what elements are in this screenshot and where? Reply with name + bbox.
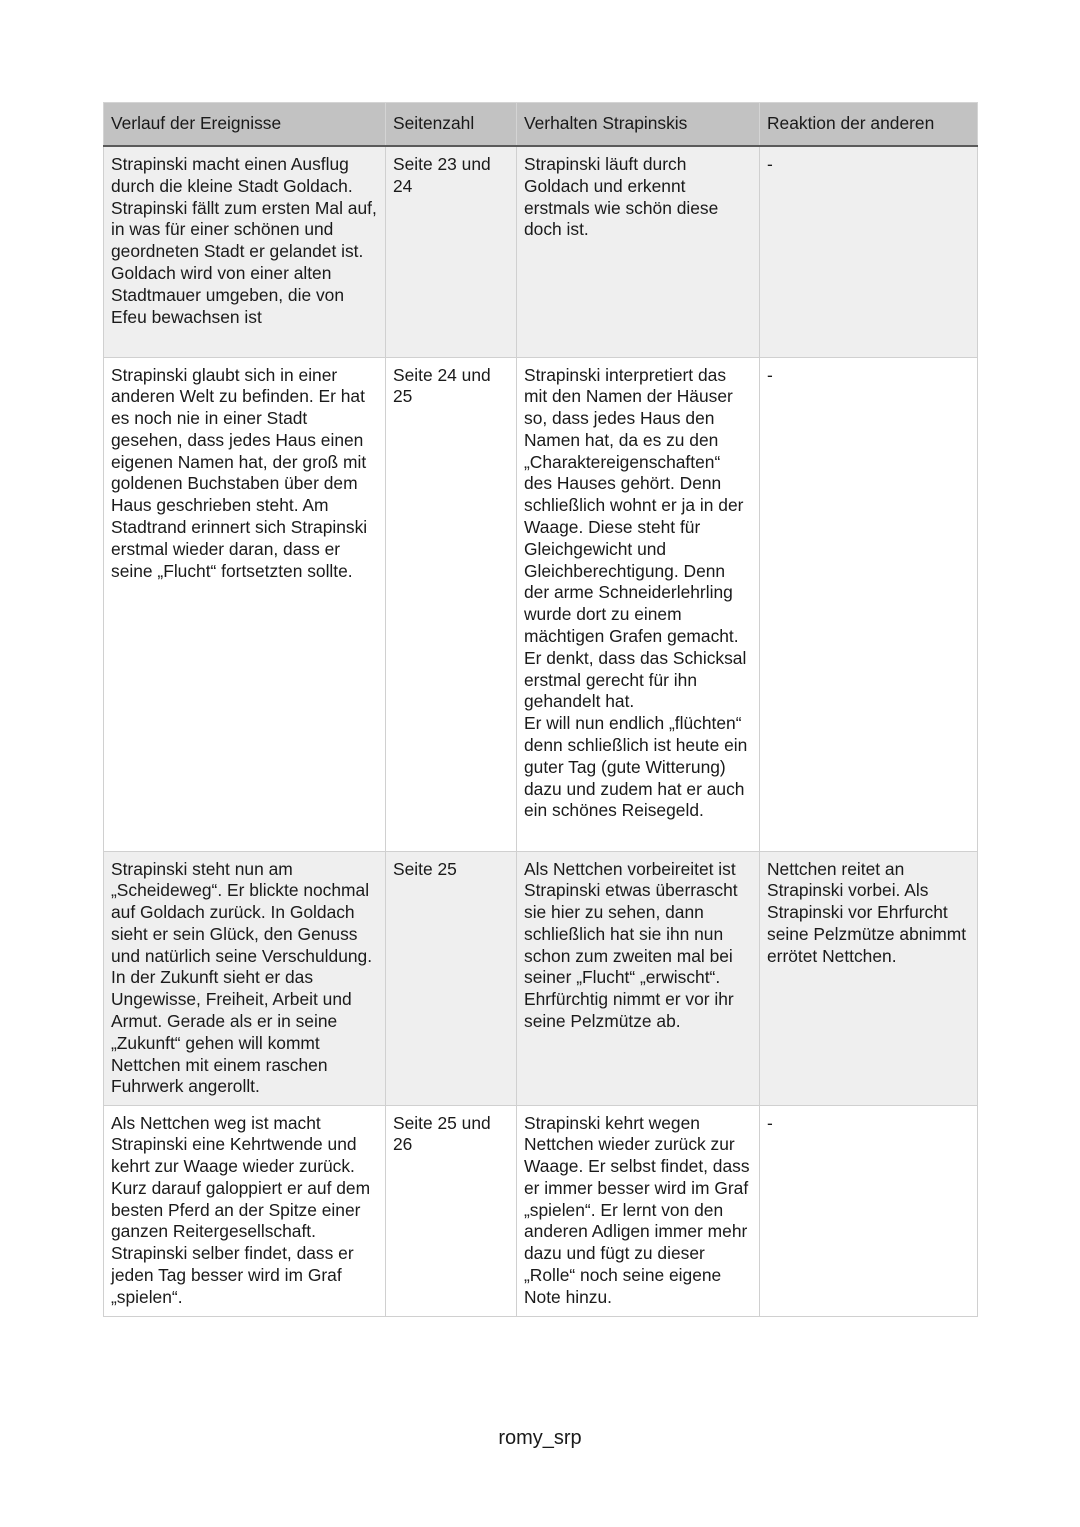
cell-verlauf: Strapinski macht einen Ausflug durch die kleine Stadt Goldach. Strapinski fällt zum ersten Mal auf, in was für einer schönen und geordneten Stadt er gelandet ist. Goldach wird von einer alten Stadtmauer umgeben, die von Efeu bewachsen ist [104, 146, 386, 357]
header-verhalten: Verhalten Strapinskis [517, 103, 760, 147]
table-row [104, 357, 978, 851]
cell-verhalten: Strapinski kehrt wegen Nettchen wieder zurück zur Waage. Er selbst findet, dass er immer besser wird im Graf „spielen“. Er lernt von den anderen Adligen immer mehr dazu und fügt zu dieser „Rolle“ noch seine eigene Note hinzu. [517, 1105, 760, 1316]
cell-verlauf: Als Nettchen weg ist macht Strapinski eine Kehrtwende und kehrt zur Waage wieder zurück. Kurz darauf galoppiert er auf dem besten Pferd an der Spitze einer ganzen Reitergesellschaft. Strapinski selber findet, dass er jeden Tag besser wird im Graf „spielen“. [104, 1105, 386, 1316]
cell-verlauf: Strapinski glaubt sich in einer anderen Welt zu befinden. Er hat es noch nie in einer Stadt gesehen, dass jedes Haus einen eigenen Namen hat, der groß mit goldenen Buchstaben über dem Haus geschrieben steht. Am Stadtrand erinnert sich Strapinski erstmal wieder daran, dass er seine „Flucht“ fortsetzten sollte. [104, 357, 386, 851]
header-seitenzahl: Seitenzahl [386, 103, 517, 147]
cell-seitenzahl: Seite 24 und 25 [386, 357, 517, 851]
header-verlauf: Verlauf der Ereignisse [104, 103, 386, 147]
table-row [104, 1105, 978, 1316]
cell-seitenzahl: Seite 25 und 26 [386, 1105, 517, 1316]
cell-verhalten: Strapinski interpretiert das mit den Namen der Häuser so, dass jedes Haus den Namen hat, da es zu den „Charaktereigenschaften“ des Hauses gehört. Denn schließlich wohnt er ja in der Waage. Diese steht für Gleichgewicht und Gleichberechtigung. Denn der arme Schneiderlehrling wurde dort zu einem mächtigen Grafen gemacht. Er denkt, dass das Schicksal erstmal gerecht für ihn gehandelt hat. Er will nun endlich „flüchten“ denn schließlich ist heute ein guter Tag (gute Witterung) dazu und zudem hat er auch ein schönes Reisegeld. [517, 357, 760, 851]
cell-seitenzahl: Seite 25 [386, 851, 517, 1105]
author-footer: romy_srp [498, 1427, 582, 1449]
table-header-row [104, 103, 978, 147]
cell-reaktion: - [760, 1105, 978, 1316]
cell-verlauf: Strapinski steht nun am „Scheideweg“. Er blickte nochmal auf Goldach zurück. In Goldach sieht er sein Glück, den Genuss und natürlich seine Verschuldung. In der Zukunft sieht er das Ungewisse, Freiheit, Arbeit und Armut. Gerade als er in seine „Zukunft“ gehen will kommt Nettchen mit einem raschen Fuhrwerk angerollt. [104, 851, 386, 1105]
cell-reaktion: - [760, 357, 978, 851]
cell-reaktion: Nettchen reitet an Strapinski vorbei. Als Strapinski vor Ehrfurcht seine Pelzmütze abnimmt errötet Nettchen. [760, 851, 978, 1105]
events-table [103, 102, 978, 1317]
cell-verhalten: Strapinski läuft durch Goldach und erkennt erstmals wie schön diese doch ist. [517, 146, 760, 357]
table-row [104, 146, 978, 357]
cell-seitenzahl: Seite 23 und 24 [386, 146, 517, 357]
table-row [104, 851, 978, 1105]
header-reaktion: Reaktion der anderen [760, 103, 978, 147]
cell-reaktion: - [760, 146, 978, 357]
cell-verhalten: Als Nettchen vorbeireitet ist Strapinski etwas überrascht sie hier zu sehen, dann schließlich hat sie ihn nun schon zum zweiten mal bei seiner „Flucht“ „erwischt“. Ehrfürchtig nimmt er vor ihr seine Pelzmütze ab. [517, 851, 760, 1105]
